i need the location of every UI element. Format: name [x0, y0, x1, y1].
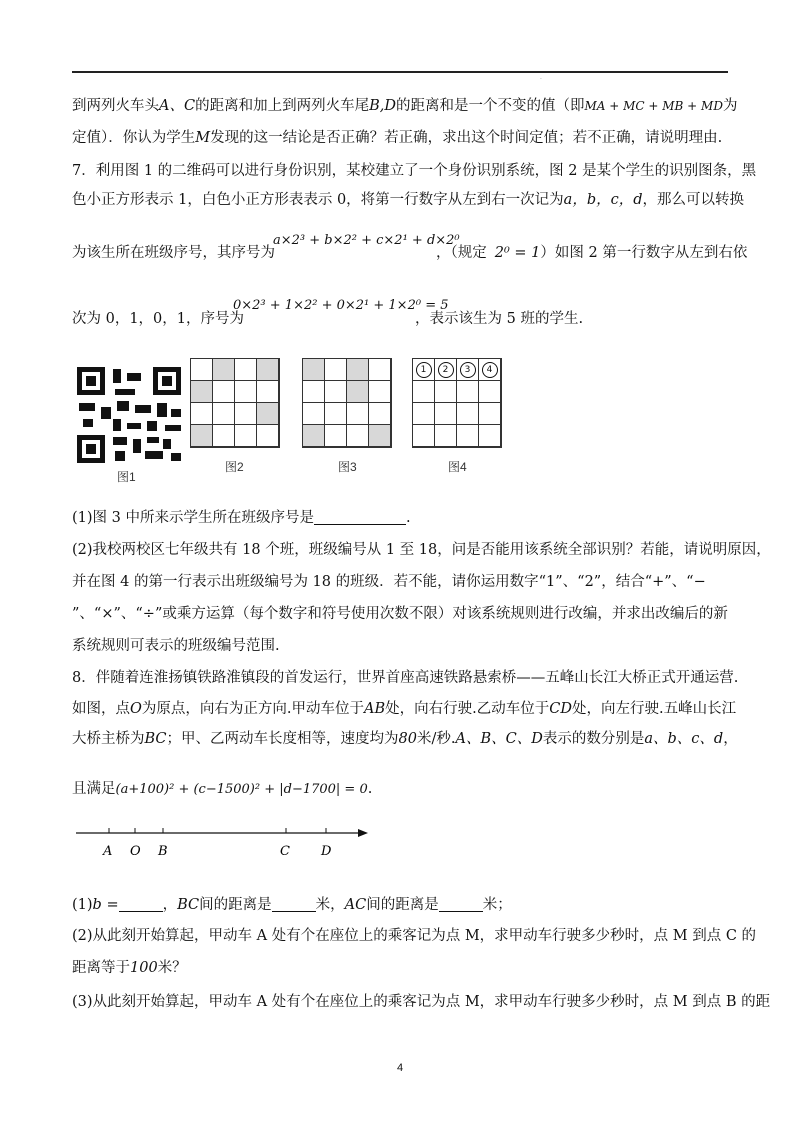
grid-cell: [325, 359, 347, 381]
grid-cell: [235, 403, 257, 425]
grid-cell: [479, 381, 501, 403]
grid-cell: [303, 425, 325, 447]
p8-line-2: 如图，点O为原点，向右为正方向.甲动车位于AB处，向右行驶.乙动车位于CD处，向左行驶.五峰山长江: [72, 701, 737, 717]
label-a: A: [103, 844, 113, 859]
grid-cell: [435, 381, 457, 403]
label-b: B: [158, 844, 168, 859]
grid-cell: [191, 403, 213, 425]
numbered-circle-cell: [457, 359, 479, 381]
q8-sub2-line2: 距离等于100米？: [72, 960, 187, 976]
q8-sub3-line1: (3)从此刻开始算起，甲动车 A 处有个在座位上的乘客记为点 M，求甲动车行驶多少秒时，点 M 到点 B 的距: [72, 994, 771, 1010]
grid-cell: [235, 359, 257, 381]
grid-cell: [413, 403, 435, 425]
figure-2-caption: 图2: [225, 460, 244, 474]
grid-cell: [325, 381, 347, 403]
grid-cell: [457, 425, 479, 447]
grid-cell: [435, 425, 457, 447]
p7-line-2: 色小正方形表示 1，白色小正方形表表示 0，将第一行数字从左到右一次记为a，b，c，d，那么可以转换: [72, 192, 745, 208]
answer-blank[interactable]: [314, 510, 406, 525]
grid-cell: [369, 381, 391, 403]
q7-sub2-line3: ”、“×”、“÷”或乘方运算（每个数字和符号使用次数不限）对该系统规则进行改编，并求出改编后的新: [72, 606, 728, 622]
q8-sub1: (1)b = ，BC间的距离是 米，AC间的距离是 米；: [72, 897, 512, 913]
number-line: [76, 820, 376, 862]
answer-blank-b[interactable]: [119, 897, 163, 912]
q7-sub1: (1)图 3 中所来示学生所在班级序号是 .: [72, 510, 411, 526]
page-number: 4: [396, 1062, 404, 1074]
circled-number: 1: [416, 362, 432, 378]
numbered-circle-cell: [413, 359, 435, 381]
grid-cell: [413, 425, 435, 447]
figure-1-caption: 图1: [117, 470, 136, 484]
grid-cell: [257, 425, 279, 447]
grid-cell: [257, 381, 279, 403]
grid-cell: [325, 425, 347, 447]
label-d: D: [321, 844, 332, 859]
grid-cell: [235, 425, 257, 447]
grid-cell: [257, 359, 279, 381]
p7-line-3: 为该生所在班级序号，其序号为: [72, 245, 275, 261]
circled-number: 4: [482, 362, 498, 378]
grid-cell: [191, 425, 213, 447]
circled-number: 3: [460, 362, 476, 378]
p7-line-4b: ，表示该生为 5 班的学生.: [415, 311, 584, 327]
figure-2-grid: [190, 358, 280, 448]
answer-blank-bc[interactable]: [272, 897, 316, 912]
grid-cell: [369, 359, 391, 381]
number-line-arrow: [358, 829, 368, 837]
figure-3-caption: 图3: [338, 460, 357, 474]
grid-cell: [191, 381, 213, 403]
p8-line-3: 大桥主桥为BC；甲、乙两动车长度相等，速度均为80米/秒.A、B、C、D表示的数分别是a、b、c、d，: [72, 731, 738, 747]
grid-cell: [257, 403, 279, 425]
grid-cell: [479, 425, 501, 447]
numbered-circle-cell: [435, 359, 457, 381]
grid-cell: [303, 403, 325, 425]
grid-cell: [457, 381, 479, 403]
grid-cell: [191, 359, 213, 381]
q7-sub2-line2: 并在图 4 的第一行表示出班级编号为 18 的班级．若不能，请你运用数字“1”、“2”，结合“+”、“−: [72, 574, 706, 590]
grid-cell: [435, 403, 457, 425]
p6-line-1: 到两列火车头A、C的距离和加上到两列火车尾B,D的距离和是一个不变的值（即MA + MC + MB + MD为: [72, 98, 738, 114]
grid-cell: [303, 359, 325, 381]
q8-sub2-line1: (2)从此刻开始算起，甲动车 A 处有个在座位上的乘客记为点 M，求甲动车行驶多少秒时，点 M 到点 C 的: [72, 928, 757, 944]
grid-cell: [457, 403, 479, 425]
example-formula: 0×2³ + 1×2² + 0×2¹ + 1×2⁰ = 5: [233, 298, 449, 313]
p7-line-3b: ，（规定 2⁰ = 1）如图 2 第一行数字从左到右依: [436, 245, 748, 261]
grid-cell: [413, 381, 435, 403]
label-o: O: [130, 844, 141, 859]
grid-cell: [213, 425, 235, 447]
p7-line-4: 次为 0，1，0，1，序号为: [72, 311, 245, 327]
p8-line-1: 8．伴随着连淮扬镇铁路淮镇段的首发运行，世界首座高速铁路悬索桥——五峰山长江大桥正式开通运营.: [72, 670, 739, 686]
label-c: C: [280, 844, 290, 859]
qr-code-image: [77, 367, 181, 463]
p6-line-2: 定值）．你认为学生M发现的这一结论是否正确？若正确，求出这个时间定值；若不正确，请说明理由.: [72, 130, 723, 146]
figure-3-grid: [302, 358, 392, 448]
numbered-circle-cell: [479, 359, 501, 381]
grid-cell: [213, 359, 235, 381]
circled-number: 2: [438, 362, 454, 378]
serial-formula: a×2³ + b×2² + c×2¹ + d×2⁰: [273, 233, 460, 248]
grid-cell: [347, 425, 369, 447]
grid-cell: [213, 381, 235, 403]
header-rule: [72, 71, 728, 73]
grid-cell: [325, 403, 347, 425]
grid-cell: [369, 403, 391, 425]
grid-cell: [303, 381, 325, 403]
grid-cell: [347, 381, 369, 403]
grid-cell: [369, 425, 391, 447]
grid-cell: [347, 359, 369, 381]
grid-cell: [479, 403, 501, 425]
header-dot: ·: [540, 76, 542, 83]
grid-cell: [347, 403, 369, 425]
q7-sub2-line4: 系统规则可表示的班级编号范围.: [72, 638, 280, 654]
grid-cell: [213, 403, 235, 425]
p7-line-1: 7．利用图 1 的二维码可以进行身份识别，某校建立了一个身份识别系统，图 2 是某个学生的识别图条，黑: [72, 163, 757, 179]
figure-4-caption: 图4: [448, 460, 467, 474]
grid-cell: [235, 381, 257, 403]
answer-blank-ac[interactable]: [439, 897, 483, 912]
p8-line-4: 且满足(a+100)² + (c−1500)² + |d−1700| = 0.: [72, 781, 373, 797]
q7-sub2-line1: (2)我校两校区七年级共有 18 个班，班级编号从 1 至 18，问是否能用该系统全部识别？若能，请说明原因，: [72, 542, 771, 558]
figure-4-grid: [412, 358, 502, 448]
